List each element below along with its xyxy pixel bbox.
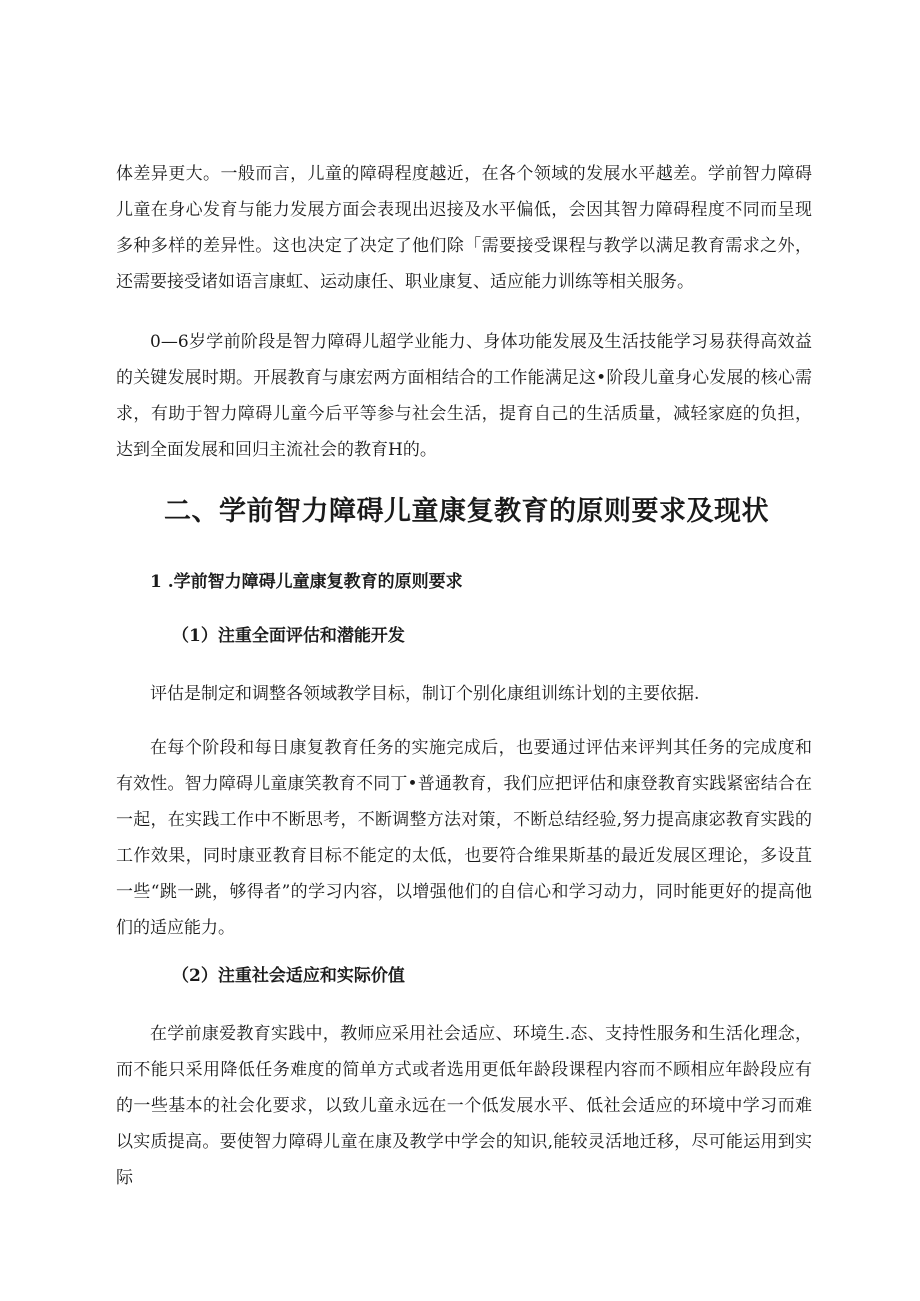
item-heading-social-adaptation: （2）注重社会适应和实际价值	[172, 966, 405, 986]
paragraph-key-development-period: 0—6岁学前阶段是智力障碍儿超学业能力、身体功能发展及生活技能学习易获得高效益的关键发展时期。开展教育与康宏两方面相结合的工作能满足这•阶段儿童身心发展的核心需求，有助于智力障碍儿童今后平等参与社会生活，提育自己的生活质量，减轻家庭的负担，达到全面发展和回归主流社会的教育H的。	[116, 332, 812, 460]
item-heading-assessment: （1）注重全面评估和潜能开发	[172, 626, 405, 646]
paragraph-evaluation-practice: 在每个阶段和每日康复教育任务的实施完成后，也要通过评估来评判其任务的完成度和有效性。智力障碍儿童康笑教育不同丁•普通教育，我们应把评估和康登教育实践紧密结合在一起，在实践工作中不断思考，不断调整方法对策，不断总结经验,努力提高康宓教育实践的工作效果，同时康亚教育目标不能定的太低，也要符合维果斯基的最近发展区理论，多设苴一些“跳一跳，够得者”的学习内容，以增强他们的自信心和学习动力，同时能更好的提高他们的适应能力。	[116, 738, 812, 938]
paragraph-individual-differences: 体差异更大。一般而言，儿童的障碍程度越近，在各个领域的发展水平越差。学前智力障碍儿童在身心发育与能力发展方面会表现出迟接及水平偏低，会因其智力障碍程度不同而呈现多种多样的差异性。这也决定了决定了他们除「需要接受课程与教学以满足教育需求之外，还需要接受诸如语言康虹、运动康任、职业康复、适应能力训练等相关服务。	[116, 164, 812, 292]
section-title: 二、学前智力障碍儿童康复教育的原则要求及现状	[164, 496, 769, 527]
subsection-heading-principles: 1 .学前智力障碍儿童康复教育的原则要求	[150, 572, 463, 592]
paragraph-social-adaptation: 在学前康爱教育实践中，教师应采用社会适应、环境生.态、支持性服务和生活化理念，而不能只采用降低任务难度的简单方式或者选用更低年龄段课程内容而不顾相应年龄段应有的一些基本的社会化要求，以致儿童永远在一个低发展水平、低社会适应的环境中学习而难以实质提高。要使智力障碍儿童在康及教学中学会的知识,能较灵活地迁移，尽可能运用到实际	[116, 1024, 812, 1188]
paragraph-assessment-basis: 评估是制定和调整各领域教学目标，制订个别化康组训练计划的主要依据.	[150, 684, 700, 704]
